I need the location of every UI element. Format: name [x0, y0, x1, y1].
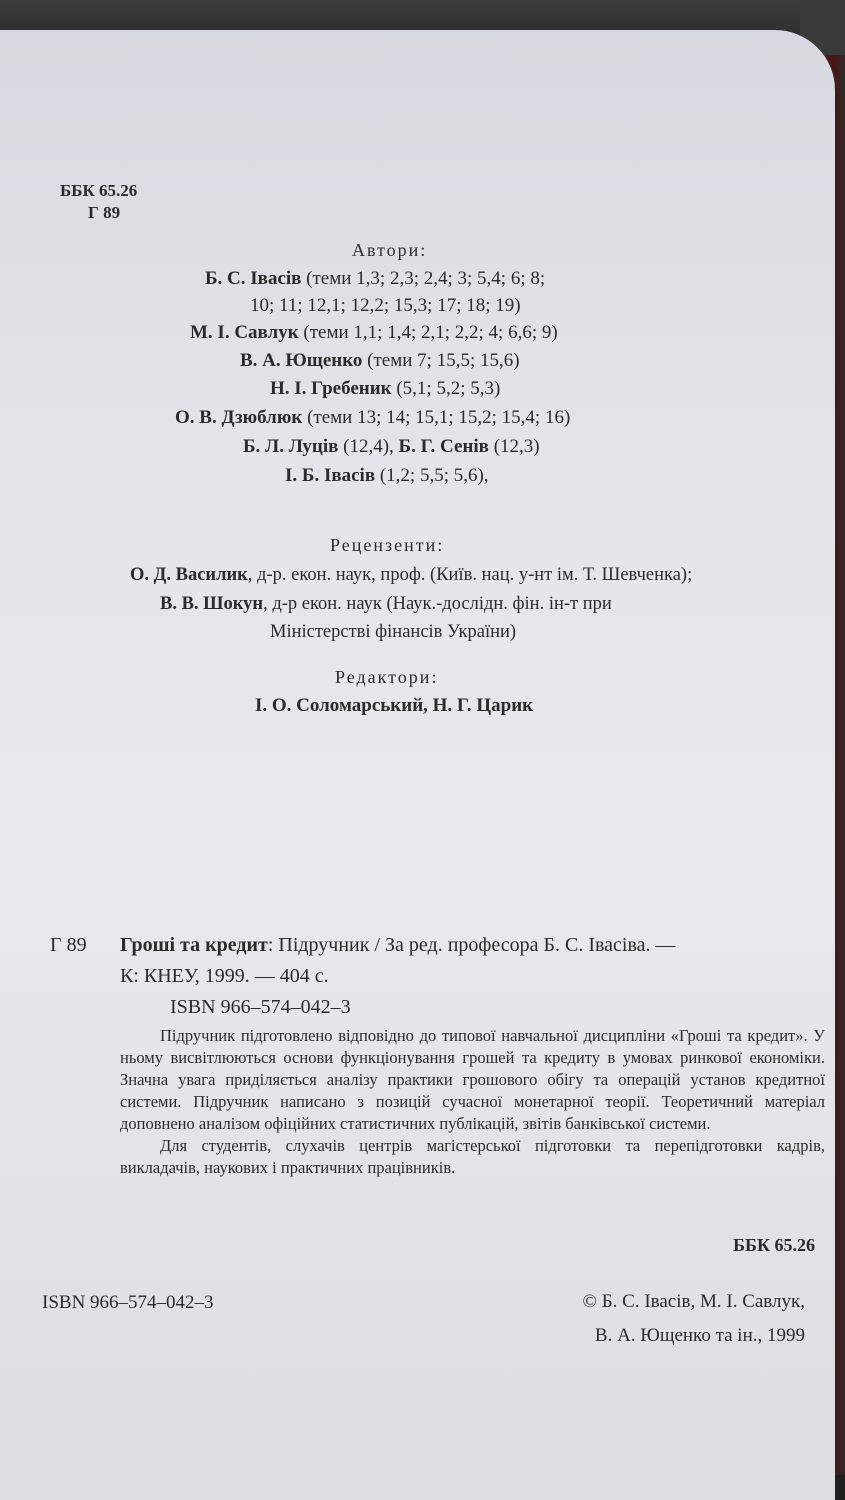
- authors-heading: Автори:: [352, 240, 428, 260]
- publisher-line: К: КНЕУ, 1999. — 404 с.: [120, 965, 329, 987]
- bbk-code: ББК 65.26: [60, 181, 138, 200]
- entry-isbn: ISBN 966–574–042–3: [170, 996, 351, 1018]
- editors-heading: Редактори:: [335, 667, 439, 687]
- copyright-line: В. А. Ющенко та ін., 1999: [594, 1325, 805, 1346]
- entry-code: Г 89: [50, 934, 87, 956]
- book-title: Гроші та кредит: [120, 934, 268, 956]
- author-line: Б. Л. Луців (12,4), Б. Г. Сенів (12,3): [243, 436, 540, 457]
- copyright-block: [583, 1285, 805, 1353]
- author-line: Н. І. Гребеник (5,1; 5,2; 5,3): [270, 378, 501, 399]
- entry-body: Гроші та кредит: Підручник / За ред. професора Б. С. Івасіва. — К: КНЕУ, 1999. — 404 с. ISBN 966–574–042–3: [120, 930, 820, 1023]
- reviewer-line: О. Д. Василик, д-р. екон. наук, проф. (Київ. нац. у-нт ім. Т. Шевченка);: [130, 565, 693, 585]
- author-line: О. В. Дзюблюк (теми 13; 14; 15,1; 15,2; 15,4; 16): [175, 407, 571, 428]
- editors-names: І. О. Соломарський, Н. Г. Царик: [255, 695, 534, 716]
- footer-bbk: ББК 65.26: [733, 1235, 815, 1255]
- reviewer-line: Міністерстві фінансів України): [270, 622, 517, 642]
- author-line: В. А. Ющенко (теми 7; 15,5; 15,6): [240, 350, 520, 371]
- classification-block: [60, 180, 137, 224]
- index-code: Г 89: [88, 203, 121, 222]
- book-page: [0, 30, 835, 1500]
- abstract-paragraph: Для студентів, слухачів центрів магістерської підготовки та перепідготовки кадрів, викладачів, наукових і практичних працівників.: [120, 1136, 825, 1177]
- footer-isbn: ISBN 966–574–042–3: [42, 1292, 214, 1313]
- author-line: Б. С. Івасів (теми 1,3; 2,3; 2,4; 3; 5,4; 6; 8;: [205, 268, 546, 289]
- author-line: 10; 11; 12,1; 12,2; 15,3; 17; 18; 19): [250, 295, 521, 316]
- abstract-paragraph: Підручник підготовлено відповідно до типової навчальної дисципліни «Гроші та кредит». У ньому висвітлюються основи функціонування грошей та кредиту в умовах ринкової економіки. Значна увага приділяється аналізу практики грошового обігу та операцій установ кредитної системи. Підручник написано з позицій сучасної монетарної теорії. Теоретичний матеріал доповнено аналізом офіційних статистичних публікацій, звітів банківської системи.: [120, 1026, 825, 1133]
- author-line: М. І. Савлук (теми 1,1; 1,4; 2,1; 2,2; 4; 6,6; 9): [190, 322, 558, 343]
- reviewers-heading: Рецензенти:: [330, 535, 445, 555]
- author-line: І. Б. Івасів (1,2; 5,5; 5,6),: [285, 465, 489, 486]
- reviewer-line: В. В. Шокун, д-р екон. наук (Наук.-дослідн. фін. ін-т при: [160, 594, 612, 614]
- copyright-line: © Б. С. Івасів, М. І. Савлук,: [582, 1291, 805, 1312]
- abstract: [120, 1025, 825, 1179]
